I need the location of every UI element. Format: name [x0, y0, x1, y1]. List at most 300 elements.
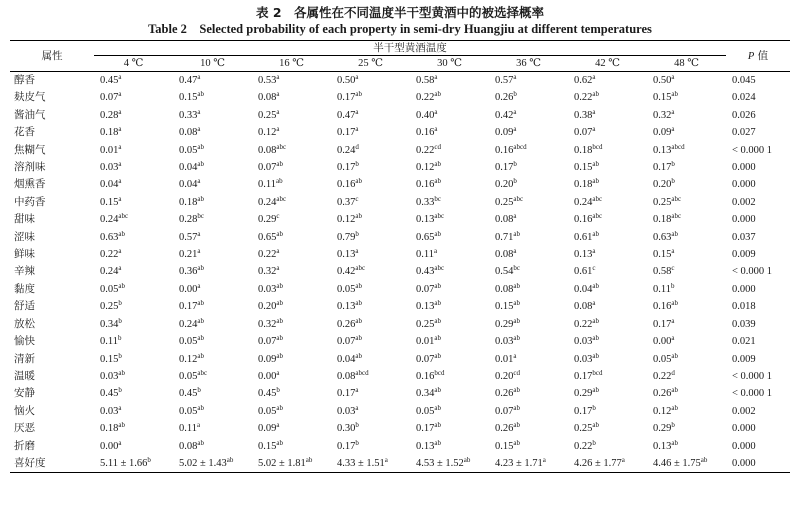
- probability-value: 0.32: [258, 266, 277, 278]
- significance-letter: bc: [513, 264, 520, 273]
- probability-value: 0.16: [416, 127, 435, 139]
- p-value: 0.039: [732, 318, 756, 330]
- probability-value: 0.33: [179, 109, 198, 121]
- probability-cell: [410, 403, 489, 420]
- probability-cell: [489, 420, 568, 437]
- temperature-header: 36 ℃: [489, 56, 568, 72]
- significance-letter: a: [434, 125, 438, 134]
- p-value: 0.026: [732, 109, 756, 121]
- table-row: [10, 420, 790, 437]
- significance-letter: ab: [671, 438, 678, 447]
- significance-letter: ab: [700, 455, 708, 464]
- significance-letter: b: [118, 299, 122, 308]
- significance-letter: a: [513, 351, 517, 360]
- significance-letter: b: [147, 455, 151, 464]
- probability-value: 5.02 ± 1.81: [258, 457, 306, 469]
- table-row: [10, 176, 790, 193]
- probability-value: 0.11: [653, 283, 671, 295]
- table-row: [10, 246, 790, 263]
- p-value: 0.021: [732, 336, 756, 348]
- table-row: [10, 263, 790, 280]
- probability-value: 0.65: [416, 231, 435, 243]
- probability-cell: [94, 263, 173, 280]
- p-value: < 0.000 1: [732, 388, 773, 400]
- significance-letter: bcd: [592, 368, 603, 377]
- significance-letter: ab: [513, 299, 520, 308]
- significance-letter: ab: [592, 281, 599, 290]
- significance-letter: abc: [276, 142, 287, 151]
- probability-value: 0.05: [258, 405, 277, 417]
- significance-letter: ab: [513, 421, 520, 430]
- probability-value: 0.22: [574, 92, 593, 104]
- probability-cell: [94, 211, 173, 228]
- probability-value: 0.07: [574, 127, 593, 139]
- probability-cell: [252, 72, 331, 90]
- probability-value: 0.03: [574, 353, 593, 365]
- probability-cell: [568, 194, 647, 211]
- probability-cell: [173, 455, 252, 473]
- probability-value: 0.79: [337, 231, 356, 243]
- probability-value: 0.40: [416, 109, 435, 121]
- attribute-name: 甜味: [14, 213, 35, 226]
- probability-value: 0.17: [416, 423, 435, 435]
- p-value: 0.009: [732, 353, 756, 365]
- significance-letter: b: [671, 177, 675, 186]
- significance-letter: a: [671, 107, 675, 116]
- probability-value: 0.21: [179, 249, 198, 261]
- temperature-header: 4 ℃: [94, 56, 173, 72]
- probability-value: 0.08: [574, 301, 593, 313]
- probability-value: 0.16: [574, 214, 593, 226]
- significance-letter: ab: [197, 438, 204, 447]
- probability-value: 0.62: [574, 75, 593, 86]
- probability-cell: [252, 368, 331, 385]
- probability-cell: [94, 385, 173, 402]
- significance-letter: a: [355, 107, 359, 116]
- probability-value: 0.22: [416, 92, 435, 104]
- probability-value: 0.47: [179, 75, 198, 86]
- probability-cell: [94, 124, 173, 141]
- probability-value: 0.17: [337, 388, 356, 400]
- probability-cell: [94, 229, 173, 246]
- probability-value: 0.24: [337, 144, 356, 156]
- probability-cell: [568, 385, 647, 402]
- significance-letter: a: [197, 281, 201, 290]
- attribute-name: 酱油气: [14, 108, 46, 121]
- significance-letter: ab: [434, 421, 441, 430]
- probability-cell: [331, 263, 410, 280]
- significance-letter: abcd: [513, 142, 527, 151]
- probability-value: 0.45: [100, 75, 119, 86]
- probability-value: 0.16: [337, 179, 356, 191]
- probability-cell: [489, 107, 568, 124]
- significance-letter: b: [118, 334, 122, 343]
- significance-letter: a: [355, 403, 359, 412]
- probability-value: 0.07: [258, 162, 277, 174]
- significance-letter: bc: [434, 194, 441, 203]
- probability-cell: [252, 89, 331, 106]
- probability-cell: [489, 176, 568, 193]
- probability-cell: [410, 246, 489, 263]
- significance-letter: b: [671, 281, 675, 290]
- probability-value: 0.07: [337, 336, 356, 348]
- probability-value: 0.11: [416, 249, 434, 261]
- probability-value: 4.23 ± 1.71: [495, 457, 543, 469]
- significance-letter: a: [276, 368, 280, 377]
- p-value: 0.009: [732, 249, 756, 261]
- probability-cell: [410, 351, 489, 368]
- probability-value: 0.05: [179, 336, 198, 348]
- probability-value: 0.00: [179, 283, 198, 295]
- significance-letter: ab: [276, 229, 283, 238]
- significance-letter: a: [671, 316, 675, 325]
- header-row-temperatures: [10, 56, 790, 72]
- significance-letter: a: [621, 455, 625, 464]
- significance-letter: b: [118, 386, 122, 395]
- significance-letter: a: [276, 125, 280, 134]
- temperature-header: 30 ℃: [410, 56, 489, 72]
- probability-value: 0.07: [100, 92, 119, 104]
- probability-cell: [252, 142, 331, 159]
- significance-letter: a: [118, 194, 122, 203]
- probability-value: 0.01: [100, 144, 119, 156]
- probability-value: 0.08: [179, 127, 198, 139]
- significance-letter: ab: [276, 281, 283, 290]
- probability-cell: [489, 368, 568, 385]
- significance-letter: abcd: [671, 142, 685, 151]
- significance-letter: ab: [276, 351, 283, 360]
- probability-value: 0.17: [653, 318, 672, 330]
- p-value: 0.045: [732, 75, 756, 86]
- probability-value: 0.15: [495, 440, 514, 452]
- significance-letter: a: [118, 160, 122, 169]
- probability-cell: [173, 211, 252, 228]
- probability-value: 0.65: [258, 231, 277, 243]
- probability-value: 0.28: [179, 214, 198, 226]
- probability-cell: [331, 176, 410, 193]
- significance-letter: b: [355, 160, 359, 169]
- significance-letter: c: [276, 212, 280, 221]
- significance-letter: bcd: [592, 142, 603, 151]
- table-row: [10, 194, 790, 211]
- probability-cell: [568, 438, 647, 455]
- probability-cell: [252, 124, 331, 141]
- temperature-header: 10 ℃: [173, 56, 252, 72]
- significance-letter: abc: [434, 264, 445, 273]
- table-row: [10, 455, 790, 473]
- probability-value: 0.26: [495, 423, 514, 435]
- significance-letter: ab: [434, 299, 441, 308]
- probability-cell: [331, 107, 410, 124]
- probability-value: 0.13: [337, 301, 356, 313]
- probability-cell: [410, 159, 489, 176]
- probability-cell: [94, 420, 173, 437]
- probability-value: 0.45: [258, 388, 277, 400]
- significance-letter: ab: [592, 90, 599, 99]
- probability-cell: [410, 211, 489, 228]
- probability-value: 0.05: [100, 283, 119, 295]
- probability-cell: [568, 142, 647, 159]
- probability-cell: [173, 107, 252, 124]
- probability-value: 0.07: [416, 283, 435, 295]
- probability-cell: [331, 124, 410, 141]
- probability-cell: [331, 438, 410, 455]
- significance-letter: ab: [197, 316, 204, 325]
- probability-value: 0.03: [100, 370, 119, 382]
- table-row: [10, 316, 790, 333]
- significance-letter: a: [671, 334, 675, 343]
- probability-value: 0.16: [416, 179, 435, 191]
- probability-cell: [410, 89, 489, 106]
- probability-value: 0.04: [100, 179, 119, 191]
- probability-value: 0.61: [574, 266, 593, 278]
- probability-value: 0.30: [337, 423, 356, 435]
- table-caption-en: Table 2 Selected probability of each property in semi-dry Huangjiu at different temperatures: [148, 22, 652, 36]
- probability-value: 0.25: [416, 318, 435, 330]
- probability-value: 0.47: [337, 109, 356, 121]
- probability-cell: [94, 351, 173, 368]
- significance-letter: a: [118, 403, 122, 412]
- probability-value: 0.12: [416, 162, 435, 174]
- probability-value: 0.15: [574, 162, 593, 174]
- significance-letter: ab: [197, 142, 204, 151]
- probability-value: 0.03: [495, 336, 514, 348]
- probability-value: 0.22: [574, 318, 593, 330]
- significance-letter: ab: [592, 316, 599, 325]
- probability-cell: [489, 246, 568, 263]
- probability-value: 0.29: [495, 318, 514, 330]
- probability-cell: [568, 107, 647, 124]
- probability-cell: [173, 263, 252, 280]
- probability-value: 0.11: [258, 179, 276, 191]
- significance-letter: abc: [355, 264, 366, 273]
- probability-cell: [489, 194, 568, 211]
- significance-letter: ab: [592, 421, 599, 430]
- significance-letter: ab: [355, 316, 362, 325]
- significance-letter: a: [671, 247, 675, 256]
- probability-cell: [568, 263, 647, 280]
- probability-cell: [173, 351, 252, 368]
- significance-letter: a: [197, 107, 201, 116]
- attribute-name: 黏度: [14, 282, 35, 295]
- probability-cell: [647, 107, 726, 124]
- significance-letter: a: [434, 107, 438, 116]
- probability-cell: [647, 72, 726, 90]
- significance-letter: a: [118, 264, 122, 273]
- probability-cell: [94, 142, 173, 159]
- attribute-name: 喜好度: [10, 455, 94, 473]
- significance-letter: a: [592, 107, 596, 116]
- significance-letter: ab: [355, 177, 362, 186]
- probability-cell: [173, 229, 252, 246]
- probability-cell: [489, 281, 568, 298]
- probability-cell: [252, 176, 331, 193]
- probability-value: 0.03: [100, 405, 119, 417]
- significance-letter: cd: [434, 142, 441, 151]
- significance-letter: ab: [355, 299, 362, 308]
- significance-letter: a: [118, 107, 122, 116]
- probability-value: 0.00: [258, 370, 277, 382]
- significance-letter: a: [118, 438, 122, 447]
- probability-cell: [94, 72, 173, 90]
- attribute-name: 恼火: [14, 404, 35, 417]
- probability-cell: [173, 246, 252, 263]
- significance-letter: ab: [197, 160, 204, 169]
- probability-cell: [94, 159, 173, 176]
- probability-value: 0.08: [337, 370, 356, 382]
- probability-cell: [252, 263, 331, 280]
- probability-cell: [331, 351, 410, 368]
- significance-letter: ab: [434, 90, 441, 99]
- probability-value: 0.45: [100, 388, 119, 400]
- table-row: [10, 385, 790, 402]
- probability-cell: [252, 316, 331, 333]
- probability-value: 0.13: [416, 214, 435, 226]
- significance-letter: ab: [434, 386, 441, 395]
- probability-cell: [489, 142, 568, 159]
- probability-value: 0.11: [179, 423, 197, 435]
- probability-value: 0.04: [574, 283, 593, 295]
- significance-letter: ab: [305, 455, 313, 464]
- temperature-header: 42 ℃: [568, 56, 647, 72]
- attribute-name: 花香: [14, 126, 35, 139]
- probability-value: 0.08: [258, 144, 277, 156]
- significance-letter: ab: [592, 160, 599, 169]
- probability-value: 0.42: [495, 109, 514, 121]
- probability-cell: [331, 72, 410, 90]
- significance-letter: ab: [434, 316, 441, 325]
- p-value: 0.000: [732, 423, 756, 435]
- probability-cell: [568, 368, 647, 385]
- significance-letter: a: [276, 73, 280, 81]
- probability-cell: [647, 142, 726, 159]
- probability-cell: [94, 107, 173, 124]
- probability-value: 0.15: [100, 196, 119, 208]
- probability-value: 0.24: [179, 318, 198, 330]
- probability-table: [10, 40, 790, 473]
- attribute-name: 鲜味: [14, 248, 35, 261]
- probability-cell: [331, 385, 410, 402]
- temperature-header: 25 ℃: [331, 56, 410, 72]
- probability-value: 0.37: [337, 196, 356, 208]
- significance-letter: b: [118, 351, 122, 360]
- probability-cell: [331, 455, 410, 473]
- probability-value: 0.53: [258, 75, 277, 86]
- probability-cell: [489, 72, 568, 90]
- significance-letter: a: [355, 247, 359, 256]
- probability-cell: [568, 229, 647, 246]
- p-value: 0.024: [732, 92, 756, 104]
- significance-letter: abc: [276, 194, 287, 203]
- probability-value: 0.17: [653, 162, 672, 174]
- significance-letter: a: [513, 125, 517, 134]
- significance-letter: ab: [592, 386, 599, 395]
- probability-cell: [568, 420, 647, 437]
- significance-letter: a: [197, 421, 201, 430]
- probability-cell: [331, 159, 410, 176]
- significance-letter: c: [355, 194, 359, 203]
- significance-letter: a: [592, 73, 596, 81]
- probability-value: 0.15: [495, 301, 514, 313]
- probability-value: 0.07: [495, 405, 514, 417]
- probability-cell: [647, 281, 726, 298]
- probability-value: 0.34: [416, 388, 435, 400]
- significance-letter: ab: [197, 403, 204, 412]
- significance-letter: abc: [197, 368, 208, 377]
- probability-cell: [331, 333, 410, 350]
- significance-letter: a: [276, 421, 280, 430]
- probability-value: 0.58: [653, 266, 672, 278]
- significance-letter: ab: [355, 90, 362, 99]
- significance-letter: d: [671, 368, 675, 377]
- probability-cell: [252, 246, 331, 263]
- probability-cell: [489, 229, 568, 246]
- significance-letter: a: [197, 177, 201, 186]
- probability-cell: [410, 194, 489, 211]
- probability-value: 0.20: [495, 179, 514, 191]
- attribute-name: 中药香: [14, 195, 46, 208]
- table-row: [10, 107, 790, 124]
- probability-cell: [252, 385, 331, 402]
- probability-cell: [568, 159, 647, 176]
- probability-value: 0.38: [574, 109, 593, 121]
- probability-cell: [94, 403, 173, 420]
- p-value: < 0.000 1: [732, 370, 773, 382]
- probability-value: 0.17: [574, 370, 593, 382]
- probability-value: 0.05: [179, 370, 198, 382]
- probability-cell: [647, 124, 726, 141]
- probability-value: 0.16: [495, 144, 514, 156]
- probability-value: 4.26 ± 1.77: [574, 457, 622, 469]
- probability-value: 0.26: [495, 388, 514, 400]
- probability-value: 0.25: [495, 196, 514, 208]
- significance-letter: d: [355, 142, 359, 151]
- probability-cell: [489, 89, 568, 106]
- attribute-name: 涩味: [14, 230, 35, 243]
- significance-letter: b: [197, 386, 201, 395]
- probability-cell: [489, 385, 568, 402]
- significance-letter: ab: [276, 438, 283, 447]
- probability-cell: [489, 351, 568, 368]
- probability-cell: [647, 246, 726, 263]
- attribute-name: 醇香: [14, 74, 35, 86]
- probability-value: 0.43: [416, 266, 435, 278]
- significance-letter: ab: [276, 299, 283, 308]
- significance-letter: ab: [197, 264, 204, 273]
- attribute-name: 温暖: [14, 369, 35, 382]
- significance-letter: ab: [434, 177, 441, 186]
- probability-cell: [173, 298, 252, 315]
- significance-letter: ab: [276, 403, 283, 412]
- significance-letter: ab: [671, 386, 678, 395]
- significance-letter: b: [592, 438, 596, 447]
- significance-letter: c: [671, 264, 675, 273]
- probability-value: 0.13: [653, 144, 672, 156]
- header-row-group: [10, 41, 790, 56]
- probability-value: 0.63: [100, 231, 119, 243]
- probability-value: 0.07: [258, 336, 277, 348]
- probability-value: 0.50: [337, 75, 356, 86]
- probability-cell: [568, 316, 647, 333]
- significance-letter: a: [355, 125, 359, 134]
- probability-cell: [647, 176, 726, 193]
- probability-cell: [331, 403, 410, 420]
- probability-value: 0.32: [653, 109, 672, 121]
- significance-letter: b: [355, 229, 359, 238]
- probability-cell: [489, 159, 568, 176]
- probability-value: 0.24: [574, 196, 593, 208]
- probability-cell: [647, 351, 726, 368]
